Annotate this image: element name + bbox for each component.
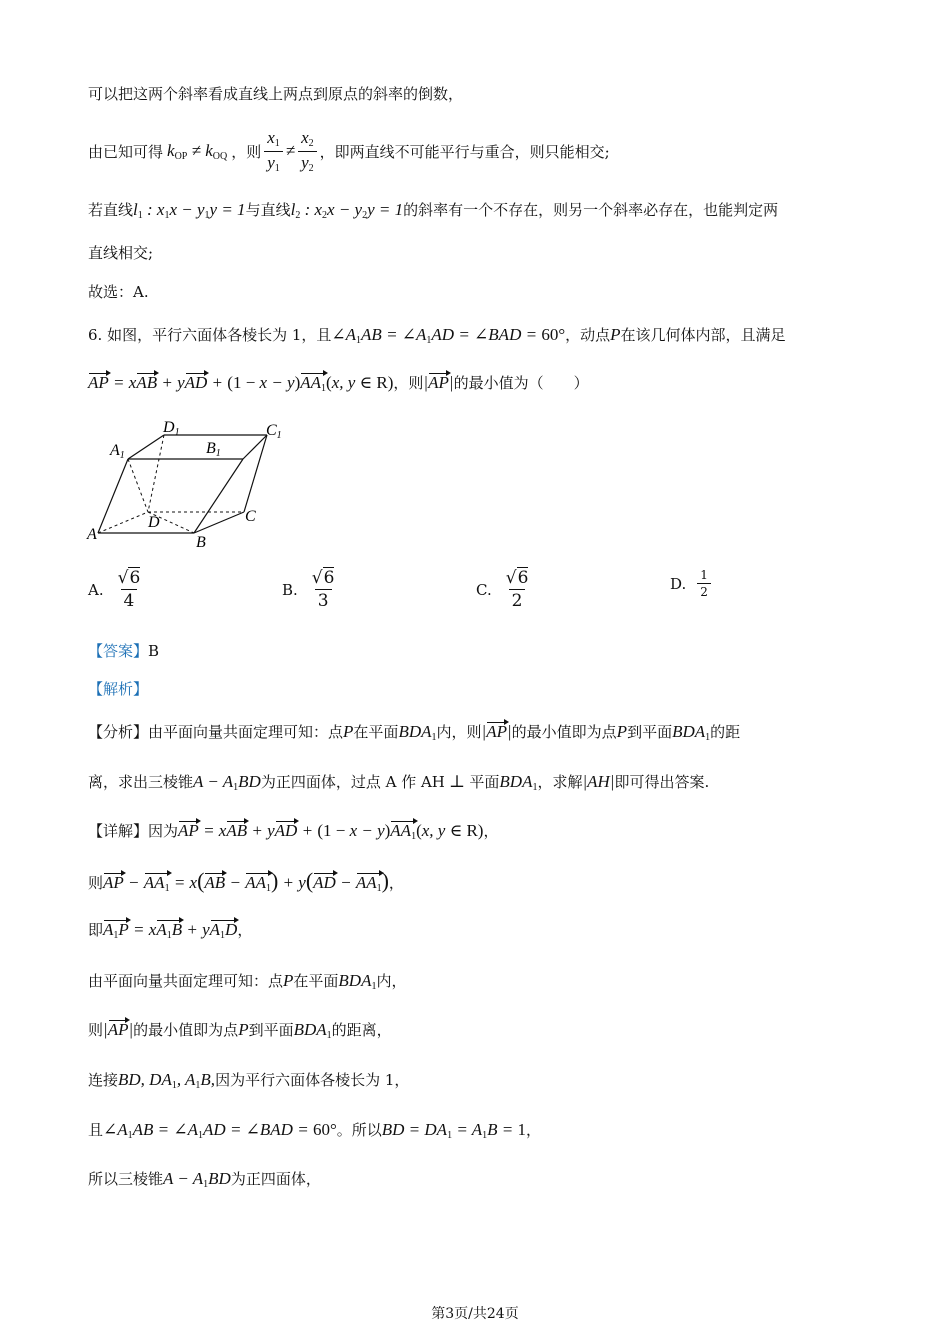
- label-C: C: [245, 508, 256, 525]
- label-C1: C1: [266, 422, 282, 441]
- xiangjie-line-1: 【详解】因为AP = xAB + yAD + $(1 - x - y)AA_1(x$, y ∈ R)，: [88, 821, 499, 842]
- text-line: 故选：A.: [88, 283, 149, 301]
- answer-line: 【答案】B: [88, 642, 160, 660]
- label-D: D: [148, 514, 160, 531]
- text-line: 若直线$l_1$ : $x_1x - y_1y = 1$与直线$l_2$ : $x_2x - y_2y = 1$的斜率有一个不存在，则另一个斜率必存在，也能判定两: [88, 200, 779, 221]
- text-line: 直线相交;: [88, 244, 154, 262]
- label-D1: D1: [163, 419, 180, 438]
- label-A1: A1: [110, 442, 125, 461]
- xiangjie-line-8: 所以三棱锥$A - A_1BD$为正四面体，: [88, 1169, 321, 1190]
- xiangjie-line-2: 则AP − $AA_1 = x(AB - AA_1) + y(AD - AA_1)$，: [88, 868, 404, 894]
- analysis-tag: 【解析】: [88, 680, 149, 698]
- fenxi-line-2: 离，求出三棱锥$A - A_1BD$为正四面体，过点 A 作 AH ⊥ 平面$BDA_1$，求解|AH|即可得出答案.: [88, 772, 710, 793]
- option-b[interactable]: B. $\frac{√6}{3}$: [282, 568, 335, 611]
- question-6-condition: AP = xAB + yAD + $(1 - x - y)AA_1(x$, y ∈ R)，则|AP|的最小值为（ ）: [88, 373, 589, 394]
- xiangjie-line-3: 即$A_1P = xA_1B + yA_1D$，: [88, 920, 253, 941]
- text-line: 可以把这两个斜率看成直线上两点到原点的斜率的倒数，: [88, 85, 464, 103]
- label-A: A: [87, 526, 97, 543]
- fenxi-line-1: 【分析】由平面向量共面定理可知：点P在平面$BDA_1$内，则|AP|的最小值即为点P到平面$BDA_1$的距: [88, 722, 741, 743]
- xiangjie-line-6: 连接BD, $DA_1$, $A_1B$,因为平行六面体各棱长为 1，: [88, 1070, 410, 1091]
- label-B1: B1: [206, 440, 221, 459]
- xiangjie-line-7: 且$\angle A_1AB$ = $\angle A_1AD$ = ∠BAD = 60°。所以BD = $DA_1 = A_1B = 1$，: [88, 1120, 541, 1141]
- option-a[interactable]: A. $\frac{√6}{4}$: [88, 568, 141, 611]
- option-d[interactable]: D. $\frac{1}{2}$: [670, 568, 714, 599]
- parallelepiped-figure: [84, 415, 294, 555]
- xiangjie-line-5: 则|AP|的最小值即为点P到平面$BDA_1$的距离，: [88, 1020, 392, 1041]
- question-6-stem: 6. 如图，平行六面体各棱长为 1，且$\angle A_1AB$ = $\angle A_1AD$ = ∠BAD = 60°，动点P在该几何体内部，且满足: [88, 325, 786, 346]
- text-line: 由已知可得 $k_{OP} \ne k_{OQ}$ ，则 $\frac{x_1}{y_1}$ ≠ $\frac{x_2}{y_2}$ ，即两直线不可能平行与重合，则只能相交;: [88, 128, 610, 174]
- label-B: B: [196, 534, 206, 551]
- xiangjie-line-4: 由平面向量共面定理可知：点P在平面$BDA_1$内，: [88, 971, 407, 992]
- page-footer: 第3页/共24页: [431, 1306, 519, 1322]
- option-c[interactable]: C. $\frac{√6}{2}$: [476, 568, 529, 611]
